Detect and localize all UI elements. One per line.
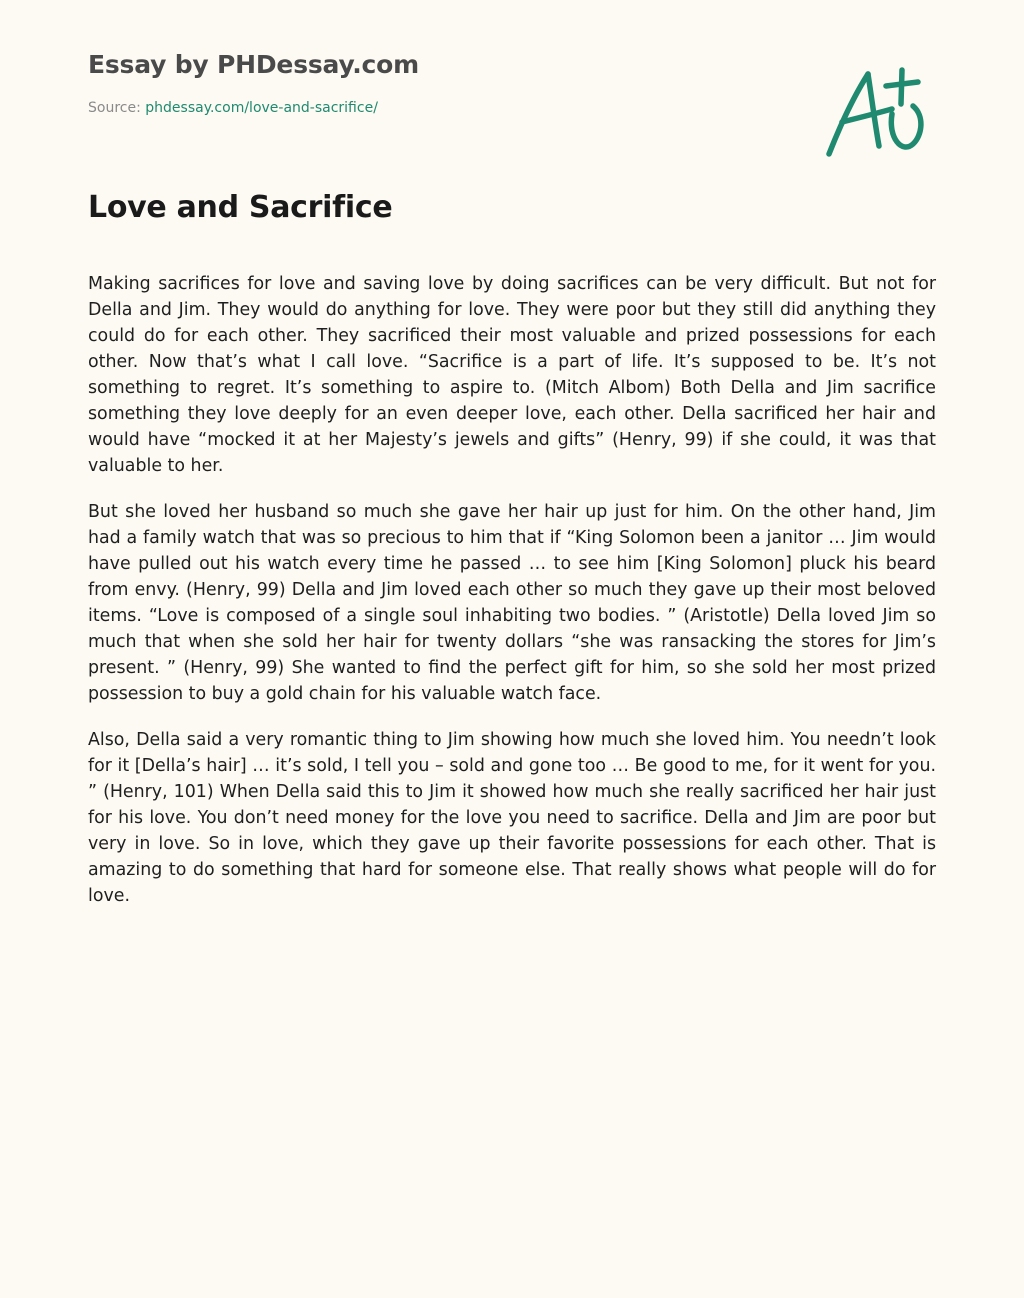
site-title: Essay by PHDessay.com: [88, 50, 419, 79]
paragraph: Also, Della said a very romantic thing to Jim showing how much she loved him. You needn’t look for it [Della’s hair] … it’s sold, I tell you – sold and gone too … Be good to me, for it went for you. ” (Henry, 101) When Della said this to Jim it showed how much she really sacrificed her hair just for his love. You don’t need money for the love you need to sacrifice. Della and Jim are poor but very in love. So in love, which they gave up their favorite possessions for each other. That is amazing to do something that hard for someone else. That really shows what people will do for love.: [88, 730, 936, 906]
source-link[interactable]: phdessay.com/love-and-sacrifice/: [145, 100, 378, 116]
source-line: [88, 100, 419, 116]
source-label: Source:: [88, 100, 146, 116]
page-header: [88, 50, 419, 116]
paragraph: Making sacrifices for love and saving love by doing sacrifices can be very difficult. But not for Della and Jim. They would do anything for love. They were poor but they still did anything they could do for each other. They sacrificed their most valuable and prized possessions for each other. Now that’s what I call love. “Sacrifice is a part of life. It’s supposed to be. It’s not something to regret. It’s something to aspire to. (Mitch Albom) Both Della and Jim sacrifice something they love deeply for an even deeper love, each other. Della sacrificed her hair and would have “mocked it at her Majesty’s jewels and gifts” (Henry, 99) if she could, it was that valuable to her.: [88, 274, 936, 476]
essay-body: [88, 271, 936, 929]
essay-title: Love and Sacrifice: [88, 190, 393, 225]
paragraph: But she loved her husband so much she gave her hair up just for him. On the other hand, Jim had a family watch that was so precious to him that if “King Solomon been a janitor … Jim would have pulled out his watch every time he passed … to see him [King Solomon] pluck his beard from envy. (Henry, 99) Della and Jim loved each other so much they gave up their most beloved items. “Love is composed of a single soul inhabiting two bodies. ” (Aristotle) Della loved Jim so much that when she sold her hair for twenty dollars “she was ransacking the stores for Jim’s present. ” (Henry, 99) She wanted to find the perfect gift for him, so she sold her most prized possession to buy a gold chain for his valuable watch face.: [88, 502, 936, 704]
a-plus-grade-icon: [822, 64, 928, 162]
